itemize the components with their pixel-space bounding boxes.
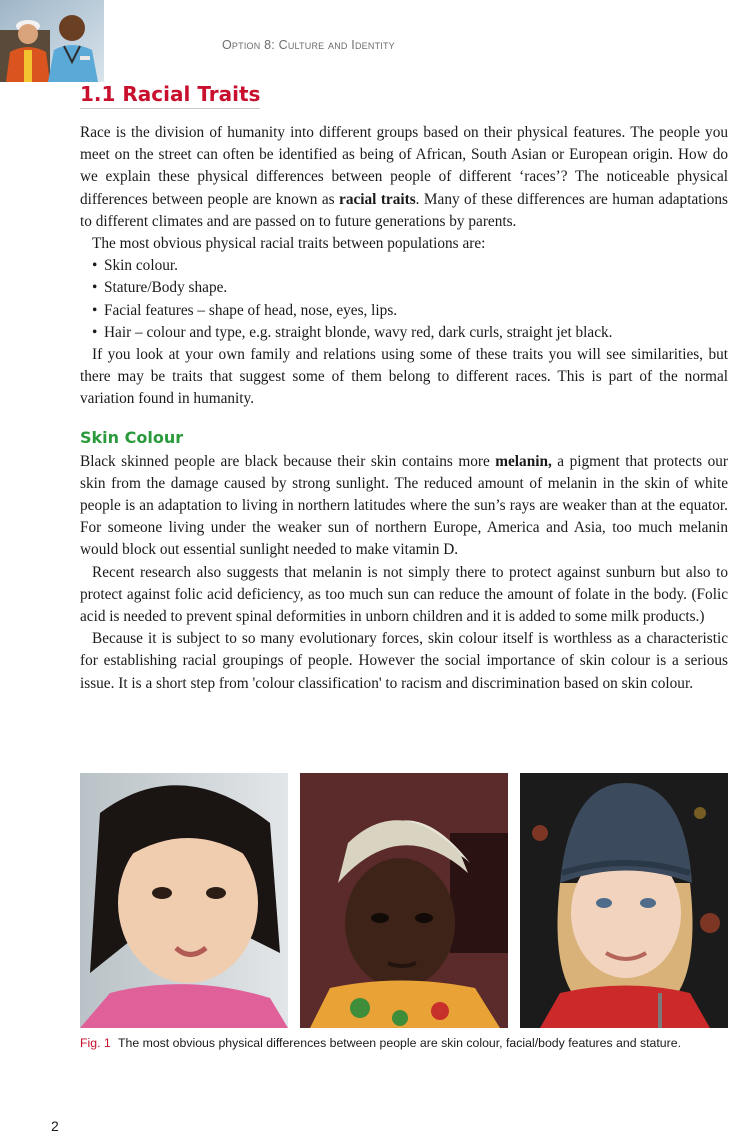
figure-label: Fig. 1 bbox=[80, 1036, 111, 1050]
figure-caption-text: The most obvious physical differences between people are skin colour, facial/body features and stature. bbox=[117, 1036, 681, 1050]
body-text bbox=[80, 122, 728, 695]
page-number: 2 bbox=[51, 1118, 59, 1134]
intro-text: Race is the division of humanity into different groups based on their physical features. The people you meet on the street can often be identified as being of African, South Asian or European origin. How do we explain these physical differences between people of different ‘races’? The noticeable physical differences between people are known as bbox=[80, 124, 728, 208]
skin-paragraph-2: Recent research also suggests that melanin is not simply there to protect against sunburn but also to protect against folic acid deficiency, as too much sun can reduce the amount of folate in the body. (Folic acid is needed to prevent spinal deformities in unborn children and it is added to some milk products.) bbox=[80, 563, 728, 626]
portrait-girl-photo bbox=[80, 773, 288, 1028]
skin-paragraph-1 bbox=[80, 451, 728, 562]
intro-paragraph-1 bbox=[80, 122, 728, 233]
list-item: • Hair – colour and type, e.g. straight blonde, wavy red, dark curls, straight jet black. bbox=[80, 322, 728, 344]
intro-paragraph-2: The most obvious physical racial traits between populations are: bbox=[92, 235, 486, 253]
traits-list bbox=[80, 255, 728, 344]
portrait-girl-headwrap-photo bbox=[300, 773, 508, 1028]
running-header: Option 8: Culture and Identity bbox=[222, 38, 395, 52]
list-item: • Stature/Body shape. bbox=[80, 277, 728, 299]
figure-caption bbox=[80, 1036, 681, 1050]
intro-text: . Many of these differences are human adaptations to different climates and are passed on to future generations by parents. bbox=[80, 190, 728, 230]
section-title: 1.1 Racial Traits bbox=[80, 82, 260, 109]
list-item: • Skin colour. bbox=[80, 255, 728, 277]
skin-paragraph-3: Because it is subject to so many evolutionary forces, skin colour itself is worthless as a characteristic for establishing racial groupings of people. However the social importance of skin colour is a serious issue. It is a short step from 'colour classification' to racism and discrimination based on skin colour. bbox=[80, 630, 728, 692]
intro-paragraph-3: If you look at your own family and relations using some of these traits you will see similarities, but there may be traits that suggest some of them belong to different races. This is part of the normal variation found in humanity. bbox=[80, 346, 728, 408]
key-term-racial-traits: racial traits bbox=[339, 190, 416, 208]
skin-text: a pigment that protects our skin from the damage caused by strong sunlight. The reduced amount of melanin in the skin of white people is an adaptation to living in northern latitudes where the sun’s rays are weaker than at the equator. For someone living under the weaker sun of northern Europe, America and Asia, too much melanin would block out essential sunlight needed to make vitamin D. bbox=[80, 452, 729, 559]
portrait-boy-beanie-photo bbox=[520, 773, 728, 1028]
header-workers-photo bbox=[0, 0, 104, 82]
skin-colour-heading: Skin Colour bbox=[80, 427, 184, 447]
skin-text: Black skinned people are black because their skin contains more bbox=[80, 452, 496, 470]
list-item: • Facial features – shape of head, nose, eyes, lips. bbox=[80, 300, 728, 322]
figure-photos bbox=[80, 773, 729, 1028]
key-term-melanin: melanin, bbox=[495, 452, 552, 470]
